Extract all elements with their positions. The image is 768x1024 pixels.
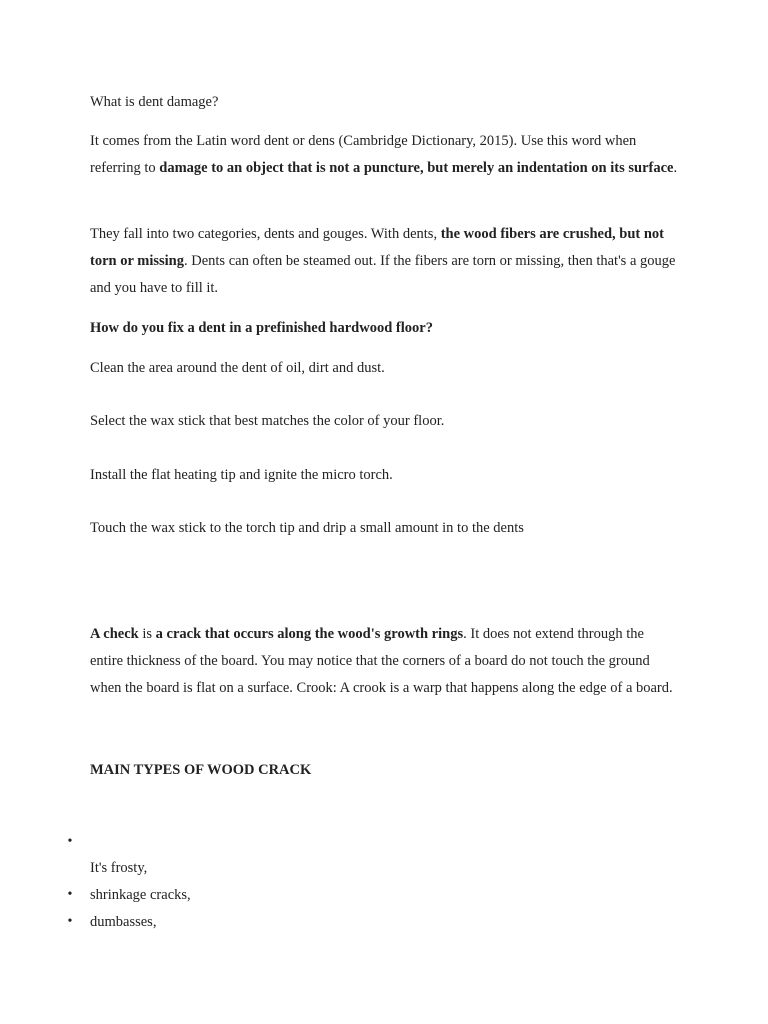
paragraph-check-term: A check [90, 626, 139, 642]
paragraph-definition-text: It comes from the Latin word dent or dens (Cambridge Dictionary, 2015). Use this word when referring to [90, 133, 637, 176]
list-item [67, 885, 191, 905]
paragraph-check [90, 621, 680, 702]
list-item-text: shrinkage cracks, [90, 887, 191, 903]
paragraph-check-bold: a crack that occurs along the wood's growth rings [155, 626, 464, 642]
paragraph-categories [90, 221, 680, 302]
paragraph-categories-bold: the wood fibers are crushed, but not torn or missing [90, 226, 664, 269]
bullet-marker: • [67, 914, 73, 929]
paragraph-definition-bold: damage to an object that is not a puncture, but merely an indentation on its surface [159, 160, 674, 176]
paragraph-categories-text: They fall into two categories, dents and gouges. With dents, [90, 226, 441, 242]
list-item-empty [67, 832, 100, 852]
step-install-tip: Install the flat heating tip and ignite the micro torch. [90, 467, 393, 483]
bullet-marker: • [67, 887, 73, 902]
paragraph-check-is: is [138, 626, 156, 642]
list-item-text: dumbasses, [90, 914, 157, 930]
step-touch-wax: Touch the wax stick to the torch tip and drip a small amount in to the dents [90, 520, 524, 536]
paragraph-check-text: . It does not extend through the entire thickness of the board. You may notice that the corners of a board do not touch the ground when the board is flat on a surface. Crook: A crook is a warp that happens along the edge of a board. [90, 626, 673, 696]
paragraph-definition [90, 128, 680, 182]
list-item [67, 912, 157, 932]
question-fix-dent: How do you fix a dent in a prefinished hardwood floor? [90, 320, 433, 336]
paragraph-categories-end: . Dents can often be steamed out. If the fibers are torn or missing, then that's a gouge and you have to fill it. [90, 253, 676, 296]
question-dent-damage: What is dent damage? [90, 94, 219, 110]
section-heading: MAIN TYPES OF WOOD CRACK [90, 762, 312, 778]
bullet-marker: • [67, 834, 73, 849]
step-clean: Clean the area around the dent of oil, dirt and dust. [90, 360, 385, 376]
step-select-wax: Select the wax stick that best matches the color of your floor. [90, 413, 445, 429]
list-item-text: It's frosty, [90, 860, 148, 876]
paragraph-definition-end: . [673, 160, 678, 176]
